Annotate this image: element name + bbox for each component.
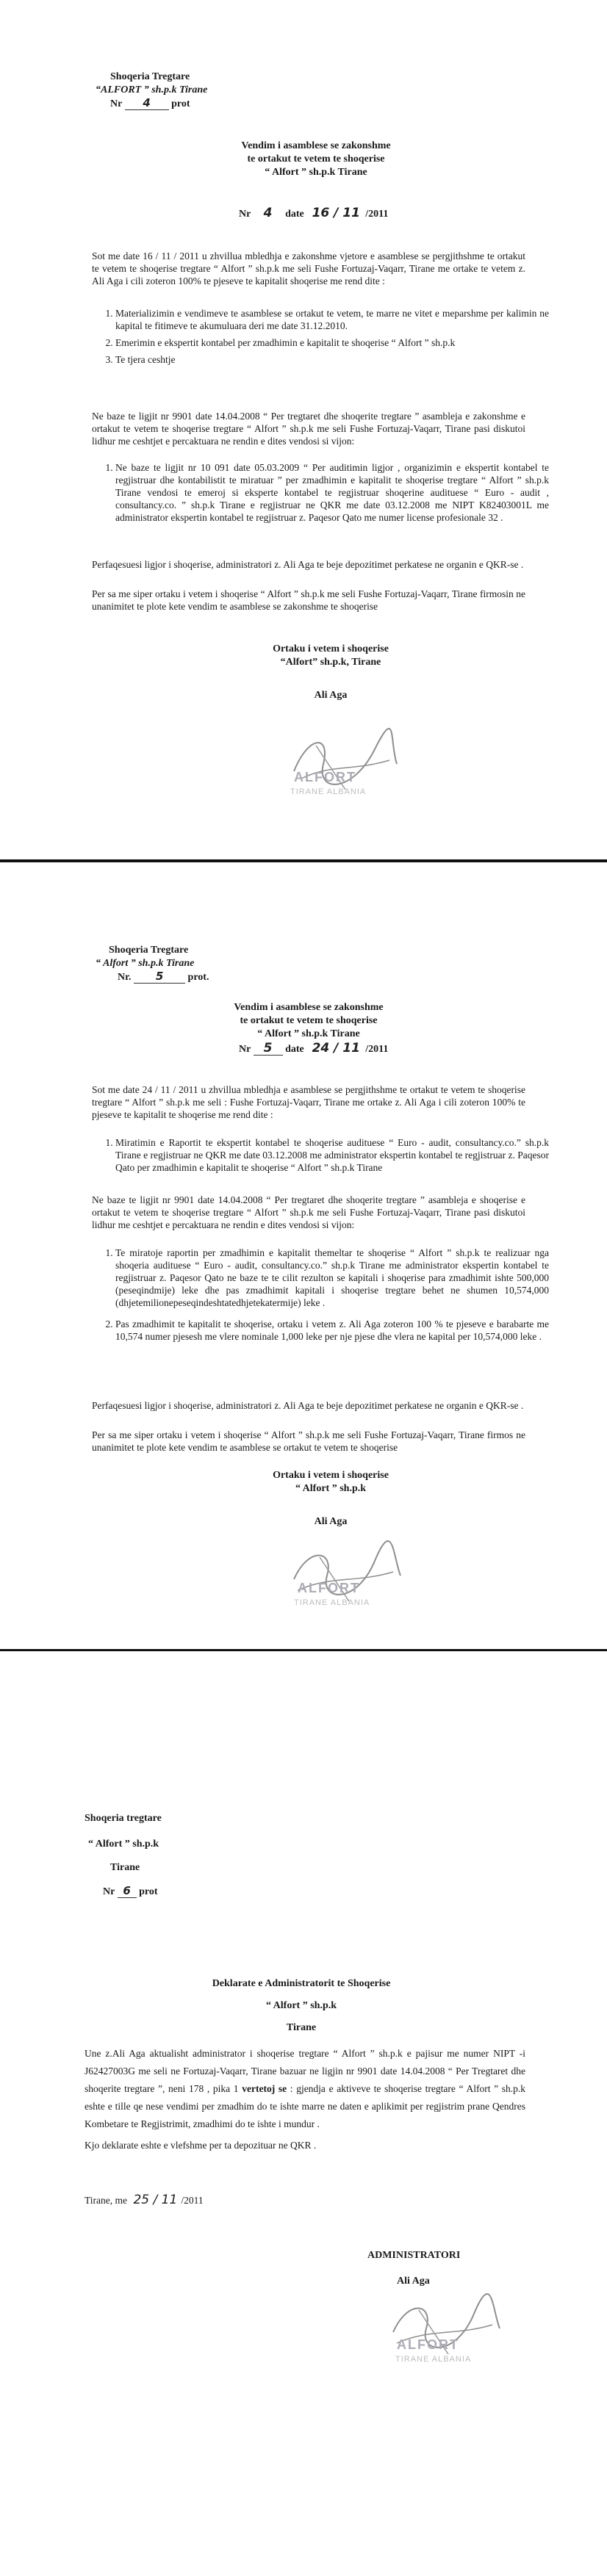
document-page-3 xyxy=(0,1662,607,2576)
intro-paragraph: Sot me date 16 / 11 / 2011 u zhvillua mbledhja e zakonshme vjetore e asamblese se pergjithshme te ortakut te vetem te shoqerise tregtare “ Alfort ” sh.p.k me seli Fushe Fortuzaj-Vaqarr, Tirane me ortake te vetem z. Ali Aga i cili zoteron 100% te pjeseve te kapitalit shoqerise me rend dite : xyxy=(92,250,525,286)
agenda-list xyxy=(92,1136,549,1178)
decision-company: “ Alfort ” sh.p.k Tirane xyxy=(257,1028,360,1039)
company-city: Tirane xyxy=(110,1862,140,1873)
company-stamp: ALFORT TIRANE ALBANIA xyxy=(367,2292,514,2380)
protocol-number: Nr. 5 prot. xyxy=(118,970,209,983)
page-divider xyxy=(0,1649,607,1651)
document-page-2 xyxy=(0,870,607,1649)
company-name: “ Alfort ” sh.p.k xyxy=(88,1839,159,1850)
decision-item: 1. Ne baze te ligjit nr 10 091 date 05.03.2009 “ Per auditimin ligjor , organizimin e ekspertit kontabel te regjistruar dhe kontabilistit te miratuar ” per zmadhimin e kapitalit te shoqerise tregtare “ Alfort ” sh.p.k Tirane vendosi te emeroj si eksperte kontabel te regjistruar shoqerine audituese “ Euro - audit , consultancy.co. ” sh.p.k Tirane e regjistruar ne QKR me date 03.12.2008 me NIPT K82403001L me administrator ekspertin kontabel te regjistruar z. Paqesor Qato me numer license profesionale 32 . xyxy=(115,461,549,524)
legal-basis-paragraph: Ne baze te ligjit nr 9901 date 14.04.2008 “ Per tregtaret dhe shoqerite tregtare ” asambleja e zakonshme e ortakut te vetem te shoqerise tregtare “ Alfort ” sh.p.k me seli Fushe Fortuzaj-Vaqarr, Tirane pasi diskutoi lidhur me ceshtjet e percaktuara ne rendin e dites vendosi si vijon: xyxy=(92,411,525,447)
company-name: “ Alfort ” sh.p.k Tirane xyxy=(96,958,195,969)
decision-subtitle: te ortakut te vetem te shoqerise xyxy=(247,154,385,165)
intro-paragraph: Sot me date 24 / 11 / 2011 u zhvillua mbledhja e asamblese se pergjithshme te ortakut te vetem te shoqerise tregtare “ Alfort ” sh.p.k me seli : Fushe Fortuzaj-Vaqarr, Tirane me ortake z. Ali Aga i cili zoteron 100% te pjeseve te kapitalit te shoqerise me rend dite : xyxy=(92,1084,525,1120)
administrator-name: Ali Aga xyxy=(397,2276,430,2287)
declaration-company: “ Alfort ” sh.p.k xyxy=(265,2000,337,2011)
representative-paragraph: Perfaqesuesi ligjor i shoqerise, administratori z. Ali Aga te beje depozitimet perkatese ne organin e QKR-se . xyxy=(92,559,524,570)
decision-number-date: Nr 4 date 16 / 11 /2011 xyxy=(239,206,389,220)
company-stamp: ALFORT TIRANE ALBANIA xyxy=(265,1535,412,1623)
agenda-list xyxy=(92,307,549,370)
decision-number-date: Nr 5 date 24 / 11 /2011 xyxy=(239,1041,389,1056)
signatory-name: Ali Aga xyxy=(314,690,348,701)
closing-paragraph: Per sa me siper ortaku i vetem i shoqerise “ Alfort ” sh.p.k me seli Fushe Fortuzaj-Vaqarr, Tirane firmos ne unanimitet te plote kete vendim te asamblese se ortakut te vetem te shoqerise xyxy=(92,1429,525,1453)
company-name: “ALFORT ” sh.p.k Tirane xyxy=(96,84,208,95)
closing-paragraph: Per sa me siper ortaku i vetem i shoqerise “ Alfort ” sh.p.k me seli Fushe Fortuzaj-Vaqarr, Tirane firmosin ne unanimitet te plote kete vendim te asamblese se zakonshme te shoqerise xyxy=(92,588,525,612)
document-page-1 xyxy=(0,0,607,859)
declaration-city: Tirane xyxy=(286,2022,317,2033)
company-label: Shoqeria Tregtare xyxy=(110,71,190,82)
decision-company: “ Alfort ” sh.p.k Tirane xyxy=(265,167,367,178)
agenda-item: 2. Emerimin e ekspertit kontabel per zmadhimin e kapitalit te shoqerise “ Alfort ” sh.p.k xyxy=(115,336,549,349)
decision-item: 1. Te miratoje raportin per zmadhimin e kapitalit themeltar te shoqerise “ Alfort ” sh.p.k te realizuar nga shoqeria audituese “ Euro - audit, consultancy.co.” sh.p.k Tirane me administrator ekspertin kontabel te regjistruar z. Paqesor Qato ne baze te te cilit rezulton se kapitali i shoqerise para zmadhimit ishte 500,000 (peseqindmije) leke dhe pas zmadhimit kapitali i shoqerise tregtare behet ne shumen 10,574,000 (dhjetemilionepeseqindeshtatedhjetekatermije) leke . xyxy=(115,1246,549,1309)
company-stamp: ALFORT TIRANE ALBANIA xyxy=(265,720,412,808)
signatory-name: Ali Aga xyxy=(314,1516,348,1527)
decision-subtitle: te ortakut te vetem te shoqerise xyxy=(240,1015,378,1026)
signatory-company: “Alfort” sh.p.k, Tirane xyxy=(280,657,381,668)
declaration-body: Une z.Ali Aga aktualisht administrator i shoqerise tregtare “ Alfort ” sh.p.k e pajisur me numer NIPT -i J62427003G me seli ne Fortuzaj-Vaqarr, Tirane bazuar ne ligjin nr 9901 date 14.04.2008 “ Per Tregtaret dhe shoqerite tregtare ”, neni 178 , pika 1 vertetoj se : gjendja e aktiveve te shoqerise tregtare “ Alfort ” sh.p.k eshte e tille qe nese vendimi per zmadhim do te ishte marre ne daten e aplikimit per regjistrim prane Qendres Kombetare te Regjistrimit, zmadhimi do te ishte i mundur . xyxy=(85,2048,526,2129)
agenda-item: 1. Miratimin e Raportit te ekspertit kontabel te shoqerise audituese “ Euro - audit, consultancy.co.” sh.p.k Tirane e regjistruar ne QKR me date 03.12.2008 me administrator ekspertin kontabel te regjistruar z. Paqesor Qato per zmadhimin e kapitalit te shoqerise “ Alfort ” sh.p.k Tirane xyxy=(115,1136,549,1174)
administrator-title: ADMINISTRATORI xyxy=(367,2250,461,2261)
representative-paragraph: Perfaqesuesi ligjor i shoqerise, administratori z. Ali Aga te beje depozitimet perkatese ne organin e QKR-se . xyxy=(92,1400,524,1411)
declaration-note: Kjo deklarate eshte e vlefshme per ta depozituar ne QKR . xyxy=(85,2140,317,2151)
signatory-title: Ortaku i vetem i shoqerise xyxy=(273,643,389,654)
legal-basis-paragraph: Ne baze te ligjit nr 9901 date 14.04.2008 “ Per tregtaret dhe shoqerite tregtare ” asambleja e shoqerise e ortakut te vetem te shoqerise tregtare “ Alfort ” sh.p.k me seli Fushe Fortuzaj-Vaqarr, Tirane pasi diskutoi lidhur me ceshtjet e percaktuara ne rendin e dites vendosi si vijon: xyxy=(92,1194,525,1230)
company-label: Shoqeria tregtare xyxy=(85,1813,162,1824)
protocol-number: Nr 6 prot xyxy=(103,1884,158,1897)
signatory-company: “ Alfort ” sh.p.k xyxy=(295,1483,367,1494)
agenda-item: 1. Materializimin e vendimeve te asamblese se ortakut te vetem, te marre ne vitet e meparshme per kalimin ne kapital te fitimeve te akumuluara deri me date 31.12.2010. xyxy=(115,307,549,332)
decisions-list xyxy=(92,461,549,528)
page-divider xyxy=(0,859,607,862)
decisions-list xyxy=(92,1246,549,1347)
decision-item: 2. Pas zmadhimit te kapitalit te shoqerise, ortaku i vetem z. Ali Aga zoteron 100 % te pjeseve e barabarte me 10,574 numer pjesesh me vlere nominale 1,000 leke per nje pjese dhe vlera ne kapital per 10,574,000 leke . xyxy=(115,1318,549,1343)
decision-title: Vendim i asamblese se zakonshme xyxy=(234,1002,384,1013)
decision-title: Vendim i asamblese se zakonshme xyxy=(241,140,391,151)
signature-icon xyxy=(367,2292,514,2380)
protocol-number: Nr 4 prot xyxy=(110,96,190,109)
company-label: Shoqeria Tregtare xyxy=(109,945,189,956)
signature-icon xyxy=(265,1535,412,1623)
declaration-title: Deklarate e Administratorit te Shoqerise xyxy=(212,1978,391,1989)
agenda-item: 3. Te tjera ceshtje xyxy=(115,353,549,366)
signatory-title: Ortaku i vetem i shoqerise xyxy=(273,1470,389,1481)
place-date: Tirane, me 25 / 11 /2011 xyxy=(85,2193,204,2207)
